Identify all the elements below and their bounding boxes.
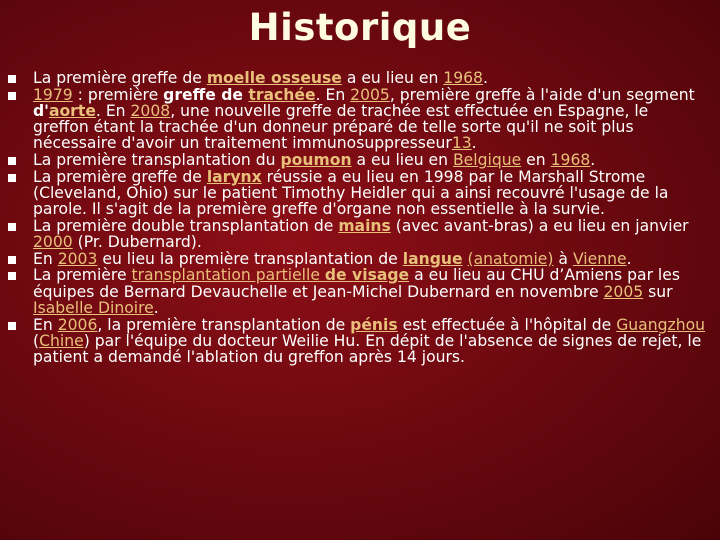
- text-segment: (avec avant-bras) a eu lieu en janvier: [390, 216, 689, 235]
- bullet-list: [8, 70, 708, 366]
- inline-link[interactable]: 2003: [57, 249, 98, 268]
- text-segment: , première greffe à l'aide d'un segment: [389, 85, 695, 104]
- inline-link[interactable]: 1968: [443, 69, 483, 87]
- text-segment: a eu lieu en: [351, 151, 453, 170]
- inline-link[interactable]: 13: [451, 134, 472, 153]
- text-segment: . En: [315, 85, 351, 104]
- inline-link[interactable]: 2008: [130, 101, 171, 120]
- list-item: [8, 317, 708, 366]
- text-segment: .: [626, 249, 632, 268]
- inline-link[interactable]: Guangzhou: [616, 315, 706, 334]
- list-item: [8, 70, 708, 86]
- text-segment: : première: [72, 85, 164, 104]
- text-segment: à: [553, 249, 573, 268]
- bullet-square-icon: [8, 272, 16, 280]
- list-item: [8, 267, 708, 316]
- text-segment: , une nouvelle greffe de trachée est effectuée en Espagne, le greffon étant la trachée d'un donneur préparé de telle sorte qu'il ne soit plus nécessaire d'avoir un traitement immunosuppresseur: [33, 101, 649, 153]
- text-segment: sur: [643, 282, 673, 301]
- text-segment: La première greffe de: [33, 167, 207, 186]
- text-segment: réussie a eu lieu en 1998 par le Marshall Strome (Cleveland, Ohio) sur le patient Timothy Heidler qui a ainsi recouvré l'usage de la parole. Il s'agit de la première greffe d'organe non essentielle à la survie.: [33, 167, 669, 219]
- inline-link[interactable]: aorte: [48, 101, 96, 120]
- text-segment: .: [471, 134, 477, 153]
- inline-link[interactable]: mains: [338, 216, 391, 235]
- bullet-square-icon: [8, 92, 16, 100]
- text-segment: .: [590, 151, 596, 170]
- inline-link[interactable]: trachée: [248, 85, 316, 104]
- text-segment: (: [33, 331, 40, 350]
- list-item: [8, 87, 708, 152]
- text-segment: en: [521, 151, 551, 170]
- text-segment: La première transplantation du: [33, 151, 281, 170]
- inline-link[interactable]: (anatomie): [467, 249, 554, 268]
- inline-link[interactable]: Chine: [39, 331, 84, 350]
- list-item: [8, 218, 708, 250]
- inline-link[interactable]: 1979: [33, 85, 73, 104]
- text-segment: a eu lieu en: [341, 69, 444, 87]
- inline-link[interactable]: poumon: [280, 151, 352, 170]
- list-item: [8, 251, 708, 267]
- text-segment: est effectuée à l'hôpital de: [397, 315, 617, 334]
- text-segment: La première greffe de: [33, 69, 207, 87]
- inline-link[interactable]: 1968: [550, 151, 591, 170]
- text-segment: greffe de: [163, 85, 249, 104]
- bullet-square-icon: [8, 75, 16, 83]
- bullet-square-icon: [8, 157, 16, 165]
- text-segment: .: [153, 298, 159, 317]
- inline-link[interactable]: langue: [402, 249, 463, 268]
- text-segment: a eu lieu au CHU d’Amiens par les équipes de Bernard Devauchelle et Jean-Michel Dubernard en novembre: [33, 266, 680, 301]
- text-segment: (Pr. Dubernard).: [72, 233, 202, 252]
- inline-link[interactable]: de visage: [324, 266, 410, 285]
- inline-link[interactable]: 2006: [57, 315, 98, 334]
- inline-link[interactable]: 2000: [33, 233, 73, 252]
- text-segment: . En: [95, 101, 131, 120]
- bullet-square-icon: [8, 174, 16, 182]
- page-title: Historique: [248, 6, 472, 49]
- text-segment: La première double transplantation de: [33, 216, 339, 235]
- list-item: [8, 152, 708, 168]
- inline-link[interactable]: transplantation partielle: [131, 266, 325, 285]
- list-item: [8, 169, 708, 218]
- inline-link[interactable]: pénis: [350, 315, 398, 334]
- bullet-square-icon: [8, 256, 16, 264]
- text-segment: ) par l'équipe du docteur Weilie Hu. En dépit de l'absence de signes de rejet, le patient a demandé l'ablation du greffon après 14 jours.: [33, 331, 702, 366]
- inline-link[interactable]: Isabelle Dinoire: [33, 298, 154, 317]
- inline-link[interactable]: Belgique: [452, 151, 522, 170]
- inline-link[interactable]: 2005: [350, 85, 390, 104]
- inline-link[interactable]: moelle osseuse: [206, 69, 342, 87]
- bullet-square-icon: [8, 322, 16, 330]
- text-segment: eu lieu la première transplantation de: [97, 249, 403, 268]
- text-segment: .: [482, 69, 488, 87]
- text-segment: La première: [33, 266, 132, 285]
- text-segment: En: [33, 249, 58, 268]
- inline-link[interactable]: 2005: [603, 282, 644, 301]
- text-segment: , la première transplantation de: [97, 315, 351, 334]
- text-segment: d': [33, 101, 49, 120]
- inline-link[interactable]: larynx: [206, 167, 262, 186]
- inline-link[interactable]: Vienne: [572, 249, 627, 268]
- text-segment: En: [33, 315, 58, 334]
- bullet-square-icon: [8, 223, 16, 231]
